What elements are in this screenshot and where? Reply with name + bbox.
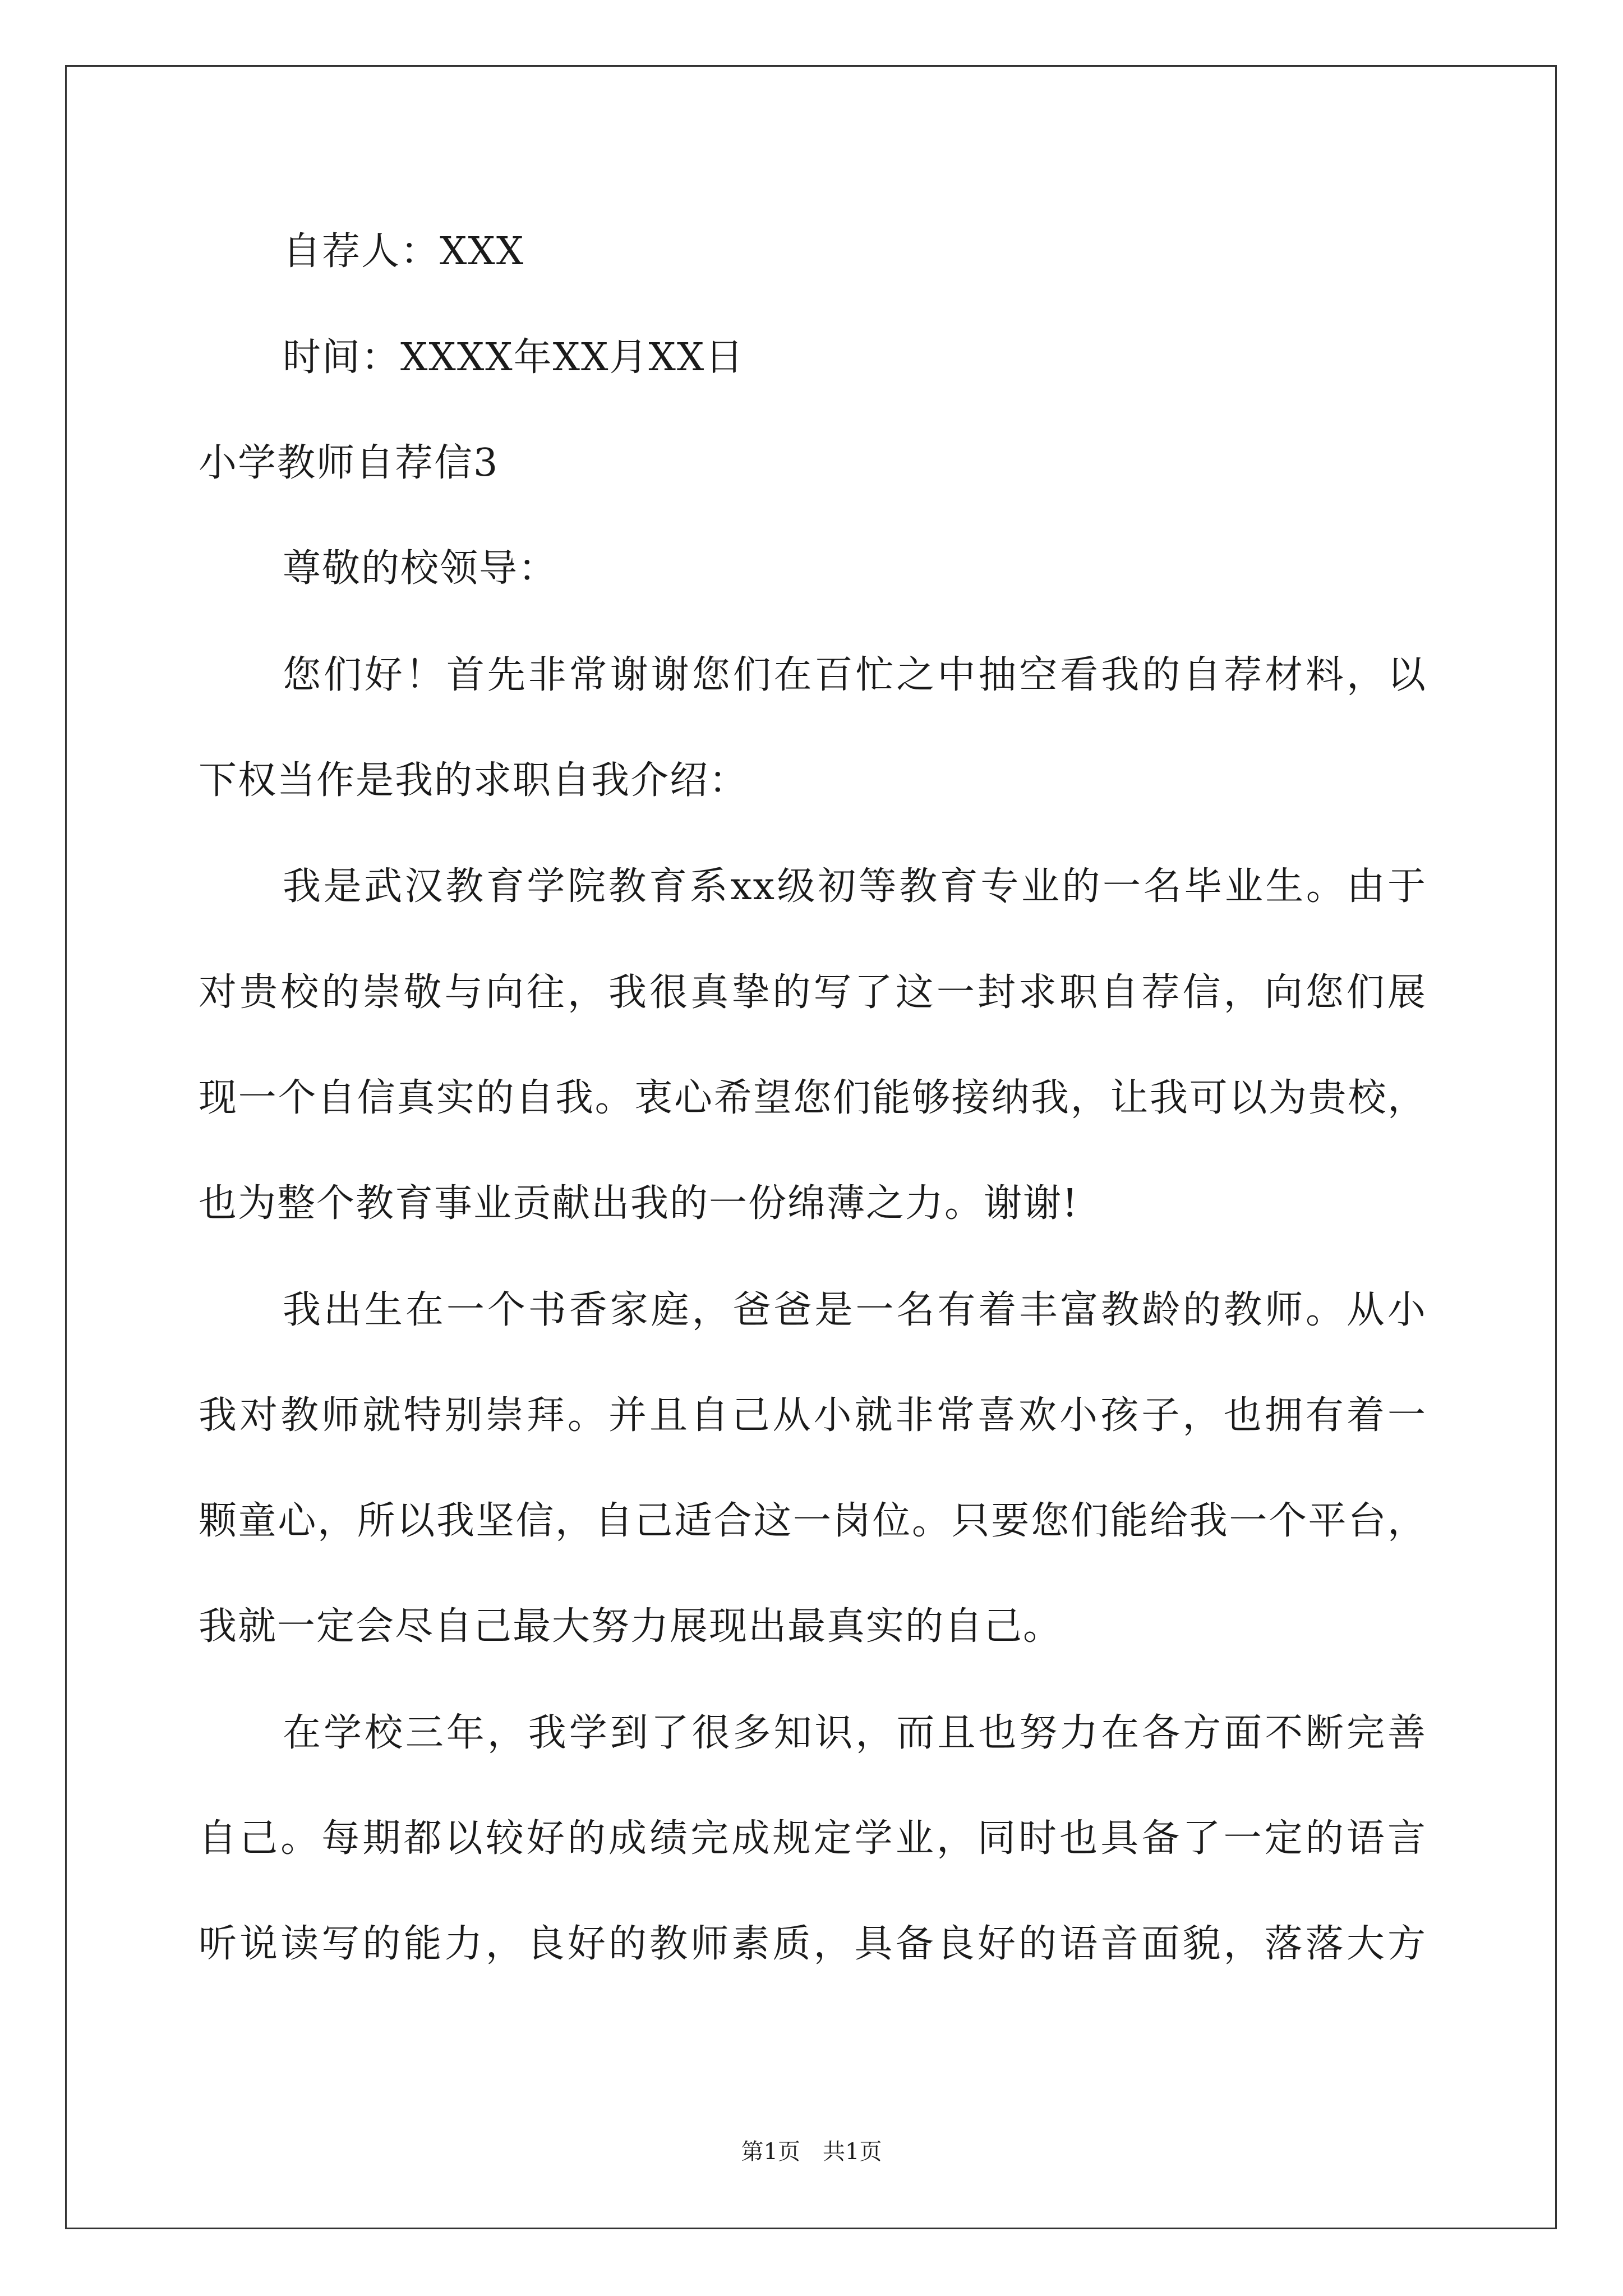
paragraph-line: 您们好！首先非常谢谢您们在百忙之中抽空看我的自荐材料，以 [283,653,1427,697]
paragraph-line: 我出生在一个书香家庭，爸爸是一名有着丰富教龄的教师。从小 [283,1288,1427,1332]
paragraph-line: 在学校三年，我学到了很多知识，而且也努力在各方面不断完善 [283,1711,1427,1755]
paragraph-line: 我对教师就特别崇拜。并且自己从小就非常喜欢小孩子，也拥有着一 [199,1393,1427,1438]
paragraph-line: 颗童心，所以我坚信，自己适合这一岗位。只要您们能给我一个平台， [199,1499,1427,1543]
section-heading: 小学教师自荐信3 [199,441,499,485]
signature-line: 自荐人：XXX [283,229,525,274]
page-number-footer: 第1页 共1页 [741,2139,882,2165]
paragraph-line: 听说读写的能力，良好的教师素质，具备良好的语音面貌，落落大方 [199,1922,1427,1966]
date-line: 时间：XXXX年XX月XX日 [283,335,745,380]
paragraph-line: 现一个自信真实的自我。衷心希望您们能够接纳我，让我可以为贵校， [199,1076,1427,1120]
paragraph-line: 自己。每期都以较好的成绩完成规定学业，同时也具备了一定的语言 [199,1816,1427,1861]
page-border [65,65,1557,2229]
paragraph-line: 我就一定会尽自己最大努力展现出最真实的自己。 [199,1604,1063,1649]
salutation: 尊敬的校领导： [283,546,558,591]
paragraph-line: 也为整个教育事业贡献出我的一份绵薄之力。谢谢! [199,1181,1079,1226]
paragraph-line: 对贵校的崇敬与向往，我很真挚的写了这一封求职自荐信，向您们展 [199,970,1427,1015]
paragraph-line: 我是武汉教育学院教育系xx级初等教育专业的一名毕业生。由于 [283,864,1427,909]
paragraph-line: 下权当作是我的求职自我介绍： [199,758,749,803]
